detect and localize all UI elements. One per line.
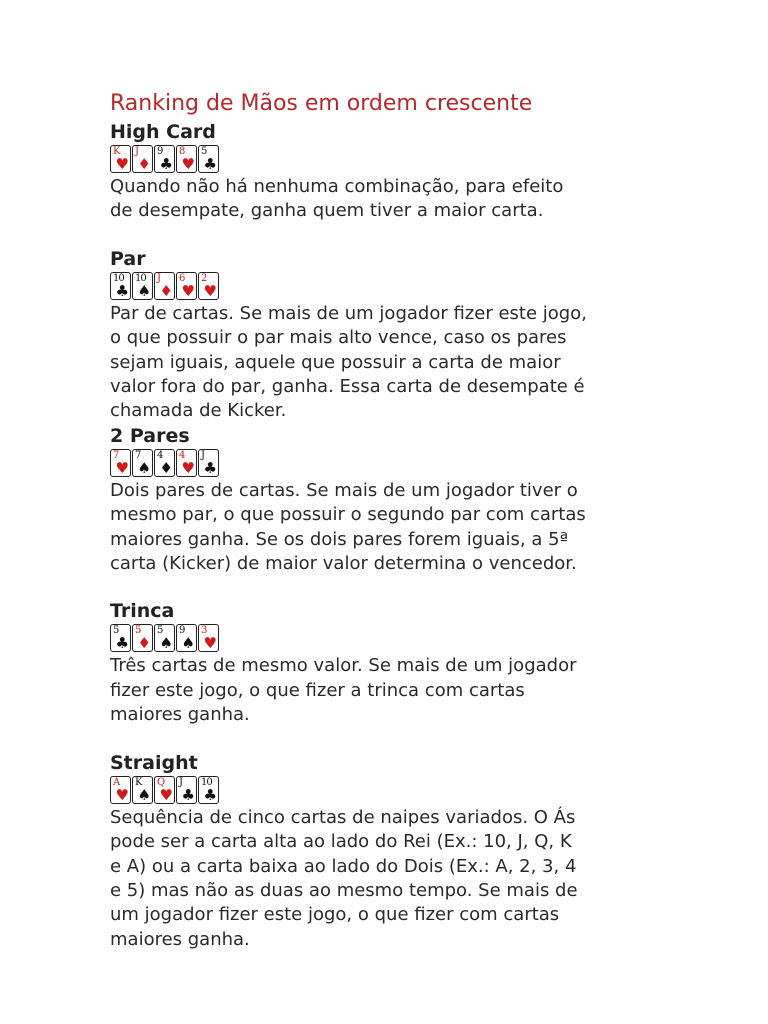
card-rank: 3 (201, 625, 207, 637)
card-rank: A (113, 776, 120, 788)
playing-card (132, 272, 153, 300)
card-row (110, 272, 670, 302)
card-rank: J (201, 449, 205, 461)
hand-section (110, 751, 670, 952)
playing-card (176, 624, 197, 652)
hand-section (110, 120, 670, 224)
card-rank: 2 (201, 272, 207, 284)
description-line: sejam iguais, aquele que possuir a carta de maior (110, 351, 561, 373)
playing-card (154, 449, 175, 477)
card-rank: K (113, 146, 120, 157)
playing-card (110, 449, 131, 477)
description-line: Três cartas de mesmo valor. Se mais de um jogador (110, 655, 577, 677)
description-line: de desempate, ganha quem tiver a maior carta. (110, 200, 544, 222)
playing-card (176, 145, 197, 173)
card-row (110, 145, 670, 175)
section-heading: Straight (110, 751, 198, 774)
description-line: fizer este jogo, o que fizer a trinca com cartas (110, 679, 525, 701)
card-rank: J (157, 272, 161, 284)
description-line: Sequência de cinco cartas de naipes variados. O Ás (110, 806, 576, 828)
club-icon: ♣ (115, 281, 129, 300)
section-spacer (110, 728, 670, 751)
diamond-icon: ♦ (137, 634, 151, 653)
card-row (110, 624, 670, 654)
card-rank: 4 (157, 449, 163, 461)
description-line: o que possuir o par mais alto vence, caso os pares (110, 327, 567, 349)
card-row (110, 776, 670, 806)
playing-card (176, 449, 197, 477)
card-row (110, 449, 670, 479)
hand-section (110, 599, 670, 727)
description-line: e A) ou a carta baixa ao lado do Dois (Ex.: A, 2, 3, 4 (110, 855, 577, 877)
section-heading: 2 Pares (110, 424, 190, 447)
section-spacer (110, 576, 670, 599)
playing-card (176, 272, 197, 300)
card-rank: Q (157, 776, 165, 788)
card-rank: 7 (135, 449, 141, 461)
card-rank: 5 (135, 625, 141, 637)
playing-card (110, 776, 131, 804)
hand-section (110, 247, 670, 424)
playing-card (132, 776, 153, 804)
diamond-icon: ♦ (137, 155, 151, 173)
card-rank: 9 (179, 625, 185, 637)
description-line: um jogador fizer este jogo, o que fizer com cartas (110, 904, 560, 926)
section-heading: High Card (110, 121, 216, 143)
club-icon: ♣ (203, 458, 217, 477)
description-line: maiores ganha. (110, 704, 250, 726)
section-heading: Trinca (110, 600, 175, 623)
playing-card (198, 449, 219, 477)
card-rank: K (135, 776, 142, 788)
heart-icon: ♥ (203, 281, 217, 300)
playing-card (110, 272, 131, 300)
card-rank: 5 (201, 146, 207, 157)
description-line: chamada de Kicker. (110, 400, 287, 422)
card-rank: 7 (113, 449, 119, 461)
card-rank: 6 (179, 272, 185, 284)
club-icon: ♣ (159, 155, 173, 173)
heart-icon: ♥ (115, 785, 129, 804)
spade-icon: ♠ (137, 785, 151, 804)
playing-card (132, 624, 153, 652)
card-rank: 8 (179, 146, 185, 157)
playing-card (132, 145, 153, 173)
description-line: maiores ganha. (110, 928, 250, 950)
playing-card (110, 624, 131, 652)
playing-card (132, 449, 153, 477)
section-heading: Par (110, 247, 146, 270)
heart-icon: ♥ (181, 155, 195, 173)
playing-card (198, 776, 219, 804)
diamond-icon: ♦ (159, 281, 173, 300)
playing-card (154, 776, 175, 804)
spade-icon: ♠ (137, 458, 151, 477)
card-rank: 10 (113, 272, 124, 284)
playing-card (154, 272, 175, 300)
description-line: mesmo par, o que possuir o segundo par com cartas (110, 504, 586, 526)
heart-icon: ♥ (115, 155, 129, 173)
page-title: Ranking de Mãos em ordem crescente (110, 91, 533, 116)
club-icon: ♣ (203, 785, 217, 804)
club-icon: ♣ (115, 634, 129, 653)
heart-icon: ♥ (181, 458, 195, 477)
card-rank: 4 (179, 449, 185, 461)
club-icon: ♣ (181, 785, 195, 804)
playing-card (154, 145, 175, 173)
description-line: Dois pares de cartas. Se mais de um jogador tiver o (110, 479, 578, 501)
card-rank: J (135, 146, 139, 157)
description-line: Par de cartas. Se mais de um jogador fizer este jogo, (110, 302, 587, 324)
description-line: e 5) mas não as duas ao mesmo tempo. Se mais de (110, 879, 578, 901)
card-rank: 9 (157, 146, 163, 157)
description-line: pode ser a carta alta ao lado do Rei (Ex.: 10, J, Q, K (110, 831, 572, 853)
card-rank: 10 (135, 272, 146, 284)
diamond-icon: ♦ (159, 458, 173, 477)
playing-card (110, 145, 131, 173)
description-line: valor fora do par, ganha. Essa carta de desempate é (110, 376, 585, 398)
heart-icon: ♥ (181, 281, 195, 300)
club-icon: ♣ (203, 155, 217, 173)
hand-ranking-list (110, 120, 670, 952)
description-line: carta (Kicker) de maior valor determina o vencedor. (110, 553, 577, 575)
spade-icon: ♠ (159, 634, 173, 653)
playing-card (198, 145, 219, 173)
spade-icon: ♠ (137, 281, 151, 300)
card-rank: J (179, 776, 183, 788)
playing-card (176, 776, 197, 804)
heart-icon: ♥ (159, 785, 173, 804)
playing-card (198, 624, 219, 652)
playing-card (154, 624, 175, 652)
description-line: maiores ganha. Se os dois pares forem iguais, a 5ª (110, 528, 569, 550)
card-rank: 10 (201, 776, 212, 788)
heart-icon: ♥ (115, 458, 129, 477)
document-body (110, 88, 670, 952)
card-rank: 5 (113, 625, 119, 637)
playing-card (198, 272, 219, 300)
description-line: Quando não há nenhuma combinação, para efeito (110, 176, 564, 197)
hand-section (110, 424, 670, 577)
heart-icon: ♥ (203, 634, 217, 653)
section-spacer (110, 224, 670, 247)
card-rank: 5 (157, 625, 163, 637)
spade-icon: ♠ (181, 634, 195, 653)
